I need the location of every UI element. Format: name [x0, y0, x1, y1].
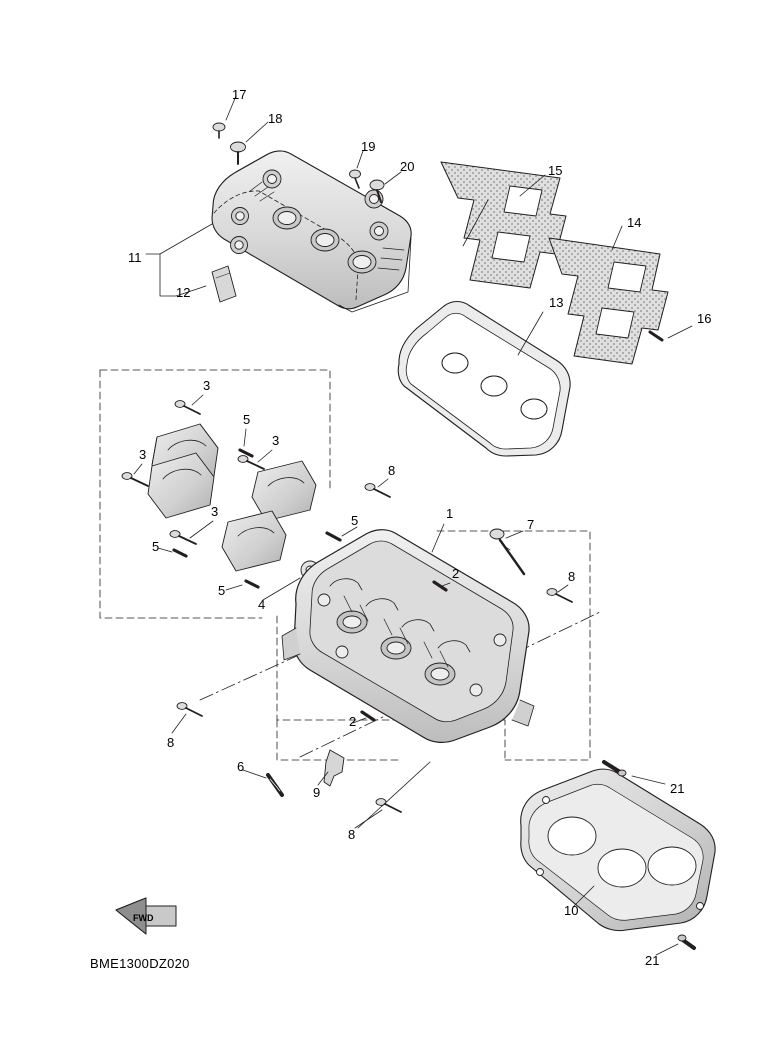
callout-6: 6 — [237, 759, 245, 774]
callout-19: 19 — [361, 139, 376, 154]
fwd-label: FWD — [133, 913, 154, 923]
callout-5-c: 5 — [152, 539, 160, 554]
callout-5-a: 5 — [243, 412, 251, 427]
callout-21-b: 21 — [645, 953, 660, 968]
callout-5-b: 5 — [351, 513, 359, 528]
callout-7: 7 — [527, 517, 535, 532]
callout-8-a: 8 — [388, 463, 396, 478]
part-14-gasket — [549, 238, 668, 364]
callout-3-d: 3 — [211, 504, 219, 519]
part-3-bolt-a — [175, 401, 200, 414]
part-12-seal-strip — [212, 266, 236, 302]
callout-3-c: 3 — [139, 447, 147, 462]
part-8-bolt-c — [177, 703, 202, 716]
part-4-camshaft-cap-c — [252, 461, 316, 521]
callout-8-d: 8 — [348, 827, 356, 842]
part-6-dowel — [268, 775, 282, 795]
callout-2-a: 2 — [452, 566, 460, 581]
callout-10: 10 — [564, 903, 579, 918]
part-3-bolt-c — [122, 473, 148, 486]
callout-17: 17 — [232, 87, 247, 102]
callout-3-a: 3 — [203, 378, 211, 393]
callout-9: 9 — [313, 785, 321, 800]
callout-12: 12 — [176, 285, 191, 300]
callout-8-c: 8 — [167, 735, 175, 750]
part-19-bolt — [350, 170, 361, 188]
part-4-camshaft-cap-d — [222, 511, 286, 571]
part-21-dowel-b — [678, 935, 694, 948]
part-5-dowel-b — [174, 550, 186, 556]
callout-16: 16 — [697, 311, 712, 326]
callout-2-b: 2 — [349, 714, 357, 729]
part-16-dowel — [650, 332, 662, 340]
part-9-plug — [324, 750, 344, 786]
callout-4: 4 — [258, 597, 266, 612]
part-15-gasket — [441, 162, 566, 288]
callout-5-d: 5 — [218, 583, 226, 598]
callout-14: 14 — [627, 215, 642, 230]
part-code: BME1300DZ020 — [90, 956, 190, 971]
callout-11: 11 — [128, 250, 142, 265]
callout-8-b: 8 — [568, 569, 576, 584]
callout-21-a: 21 — [670, 781, 685, 796]
part-5-dowel-a — [240, 450, 252, 456]
part-5-dowel-c — [246, 581, 258, 587]
part-7-bolt — [490, 529, 524, 574]
callout-20: 20 — [400, 159, 415, 174]
part-17-bolt — [213, 123, 225, 138]
part-18-bolt — [231, 142, 246, 164]
part-1-cylinder-head — [282, 530, 534, 743]
part-8-bolt-a — [365, 484, 390, 497]
part-3-bolt-d — [170, 531, 196, 544]
callout-18: 18 — [268, 111, 283, 126]
callout-3-b: 3 — [272, 433, 280, 448]
part-3-bolt-b — [238, 456, 264, 469]
callout-13: 13 — [549, 295, 564, 310]
part-13-gasket — [398, 302, 570, 457]
callout-1: 1 — [446, 506, 454, 521]
part-10-head-gasket — [521, 769, 715, 931]
part-8-bolt-d — [376, 799, 401, 812]
callout-15: 15 — [548, 163, 563, 178]
part-cylinder-head-cover — [212, 151, 411, 312]
